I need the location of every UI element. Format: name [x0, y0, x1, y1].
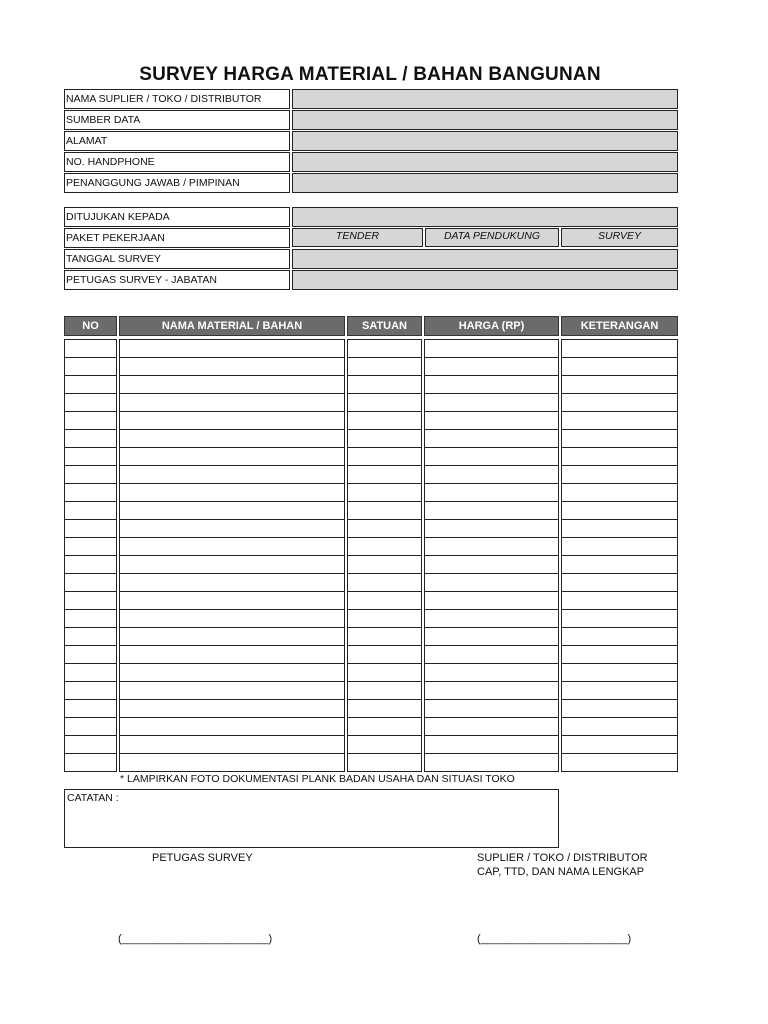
cell-notes[interactable] [561, 645, 678, 664]
cell-unit[interactable] [347, 699, 422, 718]
cell-material[interactable] [119, 573, 345, 592]
surveyor-signature-title: PETUGAS SURVEY [152, 852, 253, 864]
cell-no[interactable] [64, 717, 117, 736]
cell-no[interactable] [64, 447, 117, 466]
cell-notes[interactable] [561, 573, 678, 592]
supplier-name-field[interactable] [292, 89, 678, 109]
cell-notes[interactable] [561, 537, 678, 556]
cell-notes[interactable] [561, 501, 678, 520]
supplier-signature-title: SUPLIER / TOKO / DISTRIBUTOR [477, 852, 648, 864]
cell-price[interactable] [424, 627, 559, 646]
cell-no[interactable] [64, 339, 117, 358]
supplier-name-label: NAMA SUPLIER / TOKO / DISTRIBUTOR [64, 89, 290, 109]
cell-material[interactable] [119, 753, 345, 772]
cell-no[interactable] [64, 591, 117, 610]
cell-no[interactable] [64, 501, 117, 520]
notes-box[interactable] [64, 789, 559, 848]
addressed-to-label: DITUJUKAN KEPADA [64, 207, 290, 227]
cell-notes[interactable] [561, 519, 678, 538]
cell-price[interactable] [424, 411, 559, 430]
cell-unit[interactable] [347, 627, 422, 646]
cell-price[interactable] [424, 465, 559, 484]
cell-material[interactable] [119, 393, 345, 412]
cell-no[interactable] [64, 753, 117, 772]
cell-price[interactable] [424, 645, 559, 664]
cell-material[interactable] [119, 519, 345, 538]
cell-notes[interactable] [561, 627, 678, 646]
cell-unit[interactable] [347, 663, 422, 682]
cell-unit[interactable] [347, 609, 422, 628]
cell-no[interactable] [64, 357, 117, 376]
cell-no[interactable] [64, 699, 117, 718]
cell-unit[interactable] [347, 519, 422, 538]
cell-unit[interactable] [347, 483, 422, 502]
data-source-field[interactable] [292, 110, 678, 130]
cell-price[interactable] [424, 375, 559, 394]
cell-price[interactable] [424, 429, 559, 448]
cell-price[interactable] [424, 537, 559, 556]
cell-price[interactable] [424, 519, 559, 538]
cell-unit[interactable] [347, 375, 422, 394]
cell-price[interactable] [424, 393, 559, 412]
cell-notes[interactable] [561, 699, 678, 718]
cell-unit[interactable] [347, 411, 422, 430]
cell-price[interactable] [424, 339, 559, 358]
addressed-to-field[interactable] [292, 207, 678, 227]
cell-no[interactable] [64, 537, 117, 556]
address-field[interactable] [292, 131, 678, 151]
cell-unit[interactable] [347, 537, 422, 556]
page-title: SURVEY HARGA MATERIAL / BAHAN BANGUNAN [139, 64, 601, 85]
col-header-material: NAMA MATERIAL / BAHAN [119, 316, 345, 336]
cell-no[interactable] [64, 735, 117, 754]
col-header-no: NO [64, 316, 117, 336]
cell-price[interactable] [424, 555, 559, 574]
cell-unit[interactable] [347, 735, 422, 754]
cell-unit[interactable] [347, 645, 422, 664]
cell-price[interactable] [424, 573, 559, 592]
survey-date-field[interactable] [292, 249, 678, 269]
cell-notes[interactable] [561, 609, 678, 628]
cell-material[interactable] [119, 663, 345, 682]
cell-material[interactable] [119, 627, 345, 646]
work-package-label: PAKET PEKERJAAN [64, 228, 290, 248]
cell-material[interactable] [119, 555, 345, 574]
address-label: ALAMAT [64, 131, 290, 151]
option-tender[interactable]: TENDER [292, 228, 423, 247]
cell-price[interactable] [424, 663, 559, 682]
phone-label: NO. HANDPHONE [64, 152, 290, 172]
cell-material[interactable] [119, 645, 345, 664]
surveyor-position-field[interactable] [292, 270, 678, 290]
cell-material[interactable] [119, 375, 345, 394]
cell-price[interactable] [424, 735, 559, 754]
supplier-signature-line: (________________________) [477, 933, 632, 945]
cell-material[interactable] [119, 339, 345, 358]
cell-unit[interactable] [347, 591, 422, 610]
cell-notes[interactable] [561, 681, 678, 700]
cell-notes[interactable] [561, 717, 678, 736]
cell-no[interactable] [64, 519, 117, 538]
cell-unit[interactable] [347, 339, 422, 358]
cell-no[interactable] [64, 555, 117, 574]
col-header-unit: SATUAN [347, 316, 422, 336]
supplier-signature-subtitle: CAP, TTD, DAN NAMA LENGKAP [477, 866, 645, 878]
cell-material[interactable] [119, 681, 345, 700]
cell-no[interactable] [64, 663, 117, 682]
cell-notes[interactable] [561, 465, 678, 484]
cell-notes[interactable] [561, 339, 678, 358]
cell-notes[interactable] [561, 663, 678, 682]
cell-material[interactable] [119, 501, 345, 520]
cell-material[interactable] [119, 447, 345, 466]
cell-unit[interactable] [347, 393, 422, 412]
cell-unit[interactable] [347, 465, 422, 484]
cell-material[interactable] [119, 717, 345, 736]
survey-date-label: TANGGAL SURVEY [64, 249, 290, 269]
person-in-charge-field[interactable] [292, 173, 678, 193]
data-source-label: SUMBER DATA [64, 110, 290, 130]
notes-label: CATATAN : [67, 792, 119, 804]
cell-price[interactable] [424, 483, 559, 502]
cell-price[interactable] [424, 591, 559, 610]
cell-material[interactable] [119, 429, 345, 448]
option-survey[interactable]: SURVEY [561, 228, 678, 247]
cell-no[interactable] [64, 627, 117, 646]
phone-field[interactable] [292, 152, 678, 172]
cell-material[interactable] [119, 483, 345, 502]
cell-notes[interactable] [561, 483, 678, 502]
cell-unit[interactable] [347, 447, 422, 466]
cell-notes[interactable] [561, 555, 678, 574]
cell-material[interactable] [119, 357, 345, 376]
cell-notes[interactable] [561, 735, 678, 754]
cell-price[interactable] [424, 681, 559, 700]
cell-price[interactable] [424, 699, 559, 718]
cell-no[interactable] [64, 645, 117, 664]
cell-price[interactable] [424, 753, 559, 772]
cell-unit[interactable] [347, 681, 422, 700]
cell-unit[interactable] [347, 753, 422, 772]
cell-price[interactable] [424, 717, 559, 736]
cell-no[interactable] [64, 609, 117, 628]
cell-no[interactable] [64, 483, 117, 502]
cell-material[interactable] [119, 609, 345, 628]
option-data-pendukung[interactable]: DATA PENDUKUNG [425, 228, 559, 247]
attachment-note: * LAMPIRKAN FOTO DOKUMENTASI PLANK BADAN USAHA DAN SITUASI TOKO [120, 773, 515, 785]
cell-notes[interactable] [561, 429, 678, 448]
col-header-notes: KETERANGAN [561, 316, 678, 336]
cell-unit[interactable] [347, 429, 422, 448]
cell-unit[interactable] [347, 717, 422, 736]
cell-notes[interactable] [561, 393, 678, 412]
cell-price[interactable] [424, 501, 559, 520]
cell-notes[interactable] [561, 753, 678, 772]
cell-unit[interactable] [347, 555, 422, 574]
cell-unit[interactable] [347, 501, 422, 520]
cell-material[interactable] [119, 411, 345, 430]
surveyor-position-label: PETUGAS SURVEY - JABATAN [64, 270, 290, 290]
cell-notes[interactable] [561, 591, 678, 610]
person-in-charge-label: PENANGGUNG JAWAB / PIMPINAN [64, 173, 290, 193]
cell-notes[interactable] [561, 411, 678, 430]
surveyor-signature-line: (________________________) [118, 933, 273, 945]
cell-notes[interactable] [561, 447, 678, 466]
cell-no[interactable] [64, 393, 117, 412]
cell-no[interactable] [64, 573, 117, 592]
cell-unit[interactable] [347, 573, 422, 592]
cell-material[interactable] [119, 591, 345, 610]
cell-price[interactable] [424, 357, 559, 376]
cell-material[interactable] [119, 465, 345, 484]
cell-no[interactable] [64, 465, 117, 484]
cell-notes[interactable] [561, 357, 678, 376]
cell-material[interactable] [119, 735, 345, 754]
cell-material[interactable] [119, 699, 345, 718]
cell-unit[interactable] [347, 357, 422, 376]
cell-no[interactable] [64, 429, 117, 448]
cell-notes[interactable] [561, 375, 678, 394]
cell-price[interactable] [424, 609, 559, 628]
cell-no[interactable] [64, 375, 117, 394]
col-header-price: HARGA (RP) [424, 316, 559, 336]
cell-no[interactable] [64, 411, 117, 430]
cell-no[interactable] [64, 681, 117, 700]
cell-material[interactable] [119, 537, 345, 556]
cell-price[interactable] [424, 447, 559, 466]
